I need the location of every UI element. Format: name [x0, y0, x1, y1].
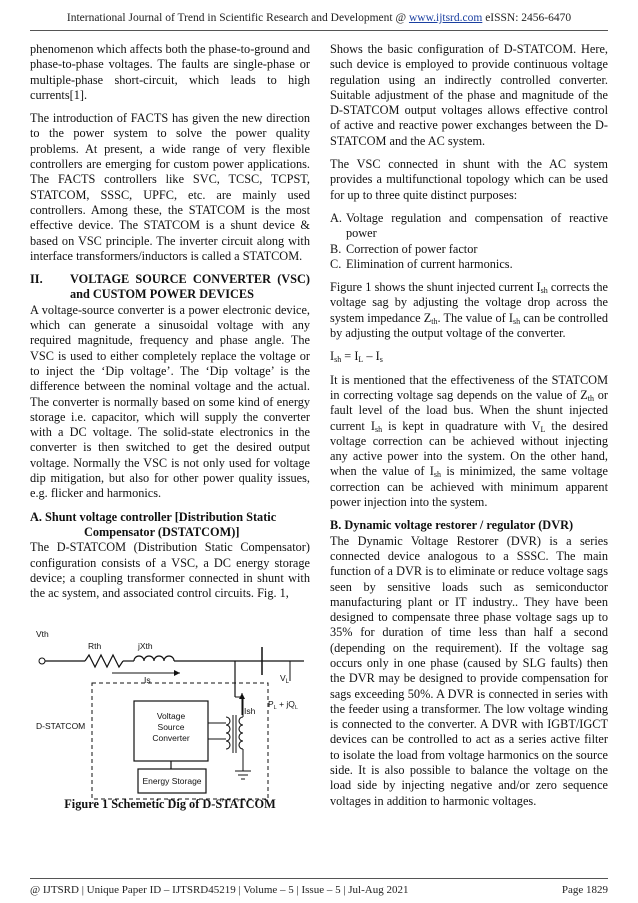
pl-text: P [268, 699, 274, 710]
transformer-secondary [239, 717, 243, 749]
paragraph: The introduction of FACTS has given the new direction to the power system to solve the power quality problems. At present, a wide range of very flexible controllers are emerging for custom power applications. The FACTS controllers like SVC, TCSC, TCPST, STATCOM, SSSC, UPFC, etc. are mainly used controllers. Among these, the STATCOM is the most effective device. The STATCOM is a shunt device & based on VSC principle. The inverter circuit along with interface transformers/inductors is called a STATCOM. [30, 111, 310, 263]
dstatcom-figure [30, 611, 310, 801]
paragraph [330, 280, 608, 341]
footer-info: @ IJTSRD | Unique Paper ID – IJTSRD45219 | Volume – 5 | Issue – 5 | Jul-Aug 2021 [30, 884, 409, 896]
running-header [0, 12, 638, 24]
list-item [330, 257, 608, 272]
text-run: is minimized, the same voltage correction can be achieved with minimum apparent power injection into the system. [330, 464, 608, 510]
list-item [330, 242, 608, 257]
energy-storage-label: Energy Storage [142, 776, 202, 787]
subsection-heading [30, 510, 310, 541]
subsection-title-line2: Compensator (DSTATCOM)] [84, 524, 240, 539]
paragraph: The VSC connected in shunt with the AC system provides a multifunctional topology which can be used for up to three quite distinct purposes: [330, 157, 608, 202]
vsc-label-3: Converter [152, 733, 190, 744]
header-rule [30, 30, 608, 31]
subscript: sh [374, 424, 383, 434]
subscript: L [540, 424, 546, 434]
pl-sub: L [273, 705, 277, 712]
list-marker: C. [330, 256, 342, 271]
transformer-primary [226, 717, 230, 749]
equation [330, 349, 608, 364]
figure-caption: Figure 1 Schemetic Dig of D-STATCOM [64, 797, 276, 812]
list-text: Elimination of current harmonics. [346, 256, 513, 271]
paragraph: The Dynamic Voltage Restorer (DVR) is a series connected device analogous to a SSSC. The main function of a DVR is to eliminate or reduce voltage sags seen by sensitive loads such as semiconductor manufacturing plant or IT industry.. They have been designed to compensate three phase voltage sags up to 35% for duration of time less than half a second (depending on the requirement). If the voltage sag occurs only in one phase (caused by SLG faults) then the DVR may be designed to provide compensation for sags exceeding 50%. A DVR is connected in series with the feeder using a transformer. The low voltage winding is connected to the converter. A DVR with IGBT/IGCT devices can be controlled to act as a series active filter to isolate the load from voltage harmonics on the source side. It is also possible to balance the voltage on the load side by injecting negative and/or zero sequence voltages in addition to harmonic voltages. [330, 533, 608, 808]
text-run: is kept in quadrature with V [382, 418, 541, 433]
dstatcom-schematic [30, 611, 310, 801]
purpose-list [330, 211, 608, 272]
paragraph: Shows the basic configuration of D-STATCOM. Here, such device is employed to provide continuous voltage regulation using an indirectly controlled converter. Suitable adjustment of the phase and magnitude of the D-STATCOM output voltages allows effective control of active and reactive power exchanges between the D-STATCOM and the AC system. [330, 42, 608, 148]
subscript: th [587, 393, 594, 403]
text-run: . The value of I [437, 310, 513, 325]
footer-rule [30, 878, 608, 879]
journal-link[interactable]: www.ijtsrd.com [408, 12, 483, 24]
pl-mid: + jQ [276, 699, 295, 710]
ish-label: Ish [244, 706, 256, 717]
paragraph [330, 373, 608, 511]
text-run: the desired voltage correction can be achieved without injecting any active power into the system. On the other hand, when the value of I [330, 418, 608, 479]
source-node [39, 658, 45, 664]
paragraph: The D-STATCOM (Distribution Static Compensator) configuration consists of a VSC, a DC energy storage device; a coupling transformer connected in shunt with the ac system, and associated control circuits. Fig. 1, [30, 540, 310, 601]
pl-label [268, 699, 298, 711]
left-column [30, 42, 310, 813]
vl-label [280, 673, 290, 685]
list-text: Voltage regulation and compensation of reactive power [346, 210, 608, 241]
right-column [330, 42, 608, 817]
list-marker: B. [330, 241, 342, 256]
text-run: – I [363, 349, 380, 364]
list-text: Correction of power factor [346, 241, 478, 256]
text-run: = I [341, 349, 359, 364]
page-number: Page 1829 [561, 884, 608, 896]
subsection-title-line1: A. Shunt voltage controller [Distribution Static [30, 509, 277, 524]
section-heading [30, 272, 310, 303]
subscript: s [379, 355, 383, 365]
subscript: sh [433, 470, 442, 480]
is-label: Is [144, 675, 151, 686]
paragraph: A voltage-source converter is a power electronic device, which can generate a sinusoidal voltage with any required magnitude, frequency and phase angle. The VSC is used to either completely replace the voltage or to inject the ‘Dip voltage’. The ‘Dip voltage’ is the difference between the nominal voltage and the actual. The converter is normally based on some kind of energy storage i.e. capacitor, which will supply the converter with a DC voltage. The solid-state electronics in the converter is then switched to get the desired output voltage. Normally the VSC is not only used for voltage dip mitigation, but also for other power quality issues, e.g. flicker and harmonics. [30, 302, 310, 501]
ish-arrowhead [239, 693, 245, 699]
text-run: I [330, 349, 335, 364]
subscript: sh [334, 355, 342, 365]
subscript: sh [512, 316, 521, 326]
list-marker: A. [330, 210, 342, 225]
rth-label: Rth [88, 641, 102, 652]
ql-sub: L [294, 705, 298, 712]
jxth-label: jXth [138, 641, 153, 652]
page-footer [30, 884, 608, 896]
vsc-label-2: Source [157, 722, 185, 733]
subsection-heading: B. Dynamic voltage restorer / regulator (DVR) [330, 518, 574, 533]
text-run: or fault level of the load bus. When the shunt injected current I [330, 387, 608, 433]
vl-text: V [280, 673, 286, 684]
journal-name: International Journal of Trend in Scientific Research and Development @ [66, 12, 409, 24]
section-title: VOLTAGE SOURCE CONVERTER (VSC) and CUSTOM POWER DEVICES [70, 272, 310, 302]
subscript: th [431, 316, 438, 326]
list-item [330, 211, 608, 242]
section-number: II. [30, 272, 43, 287]
issn: eISSN: 2456-6470 [482, 12, 572, 24]
inductor-symbol [134, 656, 174, 661]
subscript: L [358, 355, 364, 365]
dstatcom-label: D-STATCOM [36, 721, 86, 732]
paragraph: phenomenon which affects both the phase-to-ground and phase-to-phase voltages. The faults are single-phase or multiple-phase short-circuit, which leads to high currents[1]. [30, 42, 310, 102]
vth-label: Vth [36, 629, 49, 640]
text-run: corrects the voltage sag by adjusting the voltage drop across the system impedance Z [330, 280, 608, 325]
vl-sub: L [285, 679, 290, 686]
text-run: can be controlled by adjusting the output voltage of the converter. [330, 310, 609, 341]
vsc-label-1: Voltage [156, 711, 186, 722]
text-run: It is mentioned that the effectiveness of the STATCOM in correcting voltage sag depends on the value of Z [330, 372, 608, 402]
resistor-symbol [85, 655, 123, 667]
text-run: Figure 1 shows the shunt injected current I [330, 280, 541, 295]
is-arrowhead [174, 670, 180, 676]
subscript: sh [540, 286, 548, 296]
